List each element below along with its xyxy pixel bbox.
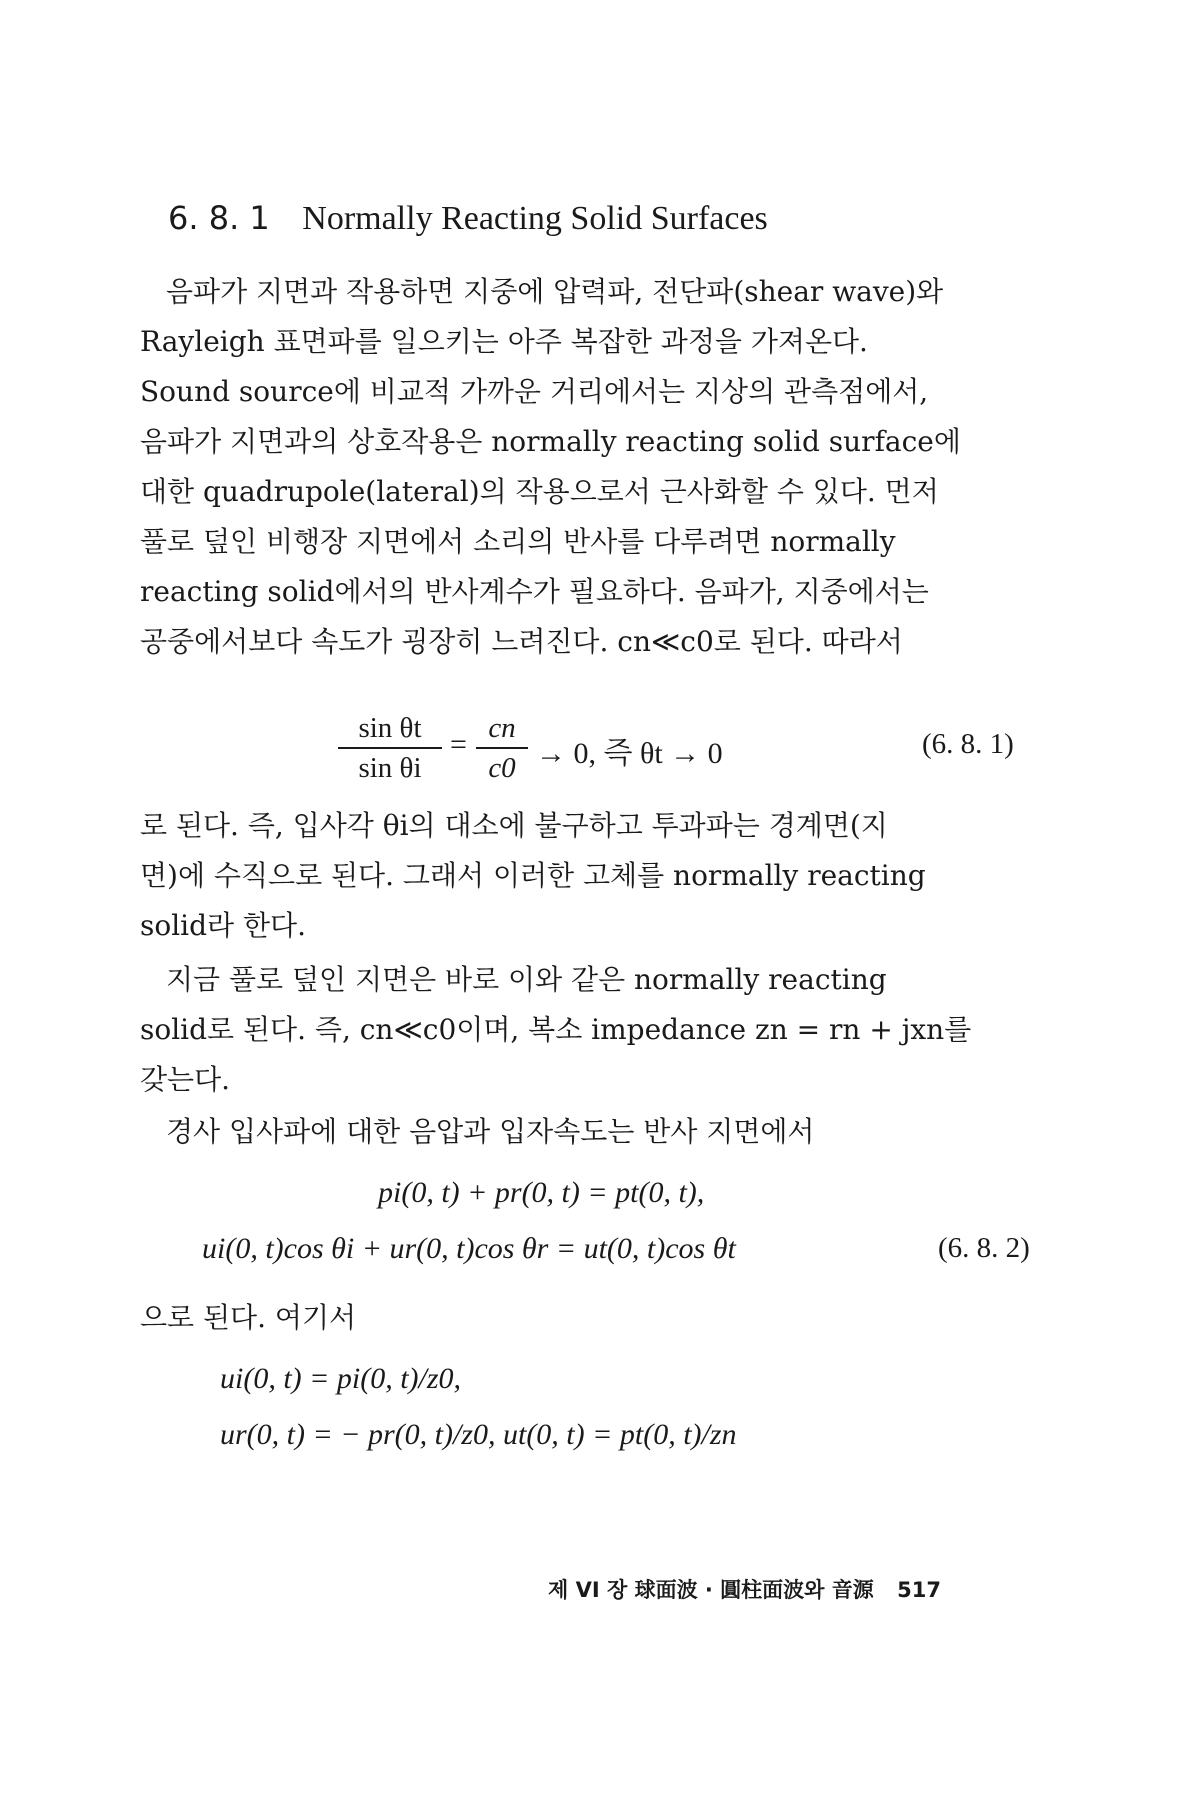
paragraph3-line-1: 지금 풀로 덮인 지면은 바로 이와 같은 normally reacting: [166, 963, 887, 996]
paragraph2-line-1: 로 된다. 즉, 입사각 θi의 대소에 불구하고 투과파는 경계면(지: [140, 809, 888, 842]
equation2-line-2: ui(0, t)cos θi + ur(0, t)cos θr = ut(0, t)cos θt: [202, 1232, 736, 1265]
page-number: 517: [897, 1578, 941, 1602]
paragraph1-line-6: 풀로 덮인 비행장 지면에서 소리의 반사를 다루려면 normally: [140, 525, 896, 558]
equation3-line-1: ui(0, t) = pi(0, t)/z0,: [220, 1362, 462, 1395]
equation3-line-2: ur(0, t) = − pr(0, t)/z0, ut(0, t) = pt(0, t)/zn: [220, 1418, 737, 1451]
equation1-lhs-fraction: [338, 710, 442, 786]
equation1-equals: =: [450, 728, 467, 761]
paragraph5-line-1: 으로 된다. 여기서: [140, 1301, 357, 1334]
equation2-line-1: pi(0, t) + pr(0, t) = pt(0, t),: [378, 1176, 705, 1209]
paragraph1-line-2: Rayleigh 표면파를 일으키는 아주 복잡한 과정을 가져온다.: [140, 325, 868, 358]
equation1-rhs-denominator: c0: [488, 752, 516, 784]
equation2-number: (6. 8. 2): [938, 1232, 1030, 1264]
section-heading: [168, 198, 768, 238]
footer-chapter-title: 제 VI 장 球面波 · 圓柱面波와 音源: [548, 1578, 874, 1602]
paragraph3-line-3: 갖는다.: [140, 1063, 231, 1096]
paragraph1-line-1: 음파가 지면과 작용하면 지중에 압력파, 전단파(shear wave)와: [166, 275, 944, 308]
paragraph3-line-2: solid로 된다. 즉, cn≪c0이며, 복소 impedance zn = rn + jxn를: [140, 1013, 972, 1046]
paragraph1-line-5: 대한 quadrupole(lateral)의 작용으로서 근사화할 수 있다. 먼저: [140, 475, 939, 508]
paragraph1-line-3: Sound source에 비교적 가까운 거리에서는 지상의 관측점에서,: [140, 375, 929, 408]
paragraph1-line-7: reacting solid에서의 반사계수가 필요하다. 음파가, 지중에서는: [140, 575, 929, 608]
fraction-bar: [476, 747, 528, 749]
equation1-lhs-numerator: sin θt: [358, 712, 422, 744]
paragraph1-line-4: 음파가 지면과의 상호작용은 normally reacting solid surface에: [140, 425, 961, 458]
paragraph1-line-8: 공중에서보다 속도가 굉장히 느려진다. cn≪c0로 된다. 따라서: [140, 625, 903, 658]
equation1-number: (6. 8. 1): [922, 728, 1014, 760]
paragraph4-line-1: 경사 입사파에 대한 음압과 입자속도는 반사 지면에서: [166, 1115, 815, 1148]
paragraph2-line-3: solid라 한다.: [140, 909, 307, 942]
fraction-bar: [338, 747, 442, 749]
section-number: 6. 8. 1: [168, 199, 270, 237]
page-footer: [548, 1574, 941, 1604]
equation1-tail: → 0, 즉 θt → 0: [536, 737, 723, 770]
equation1-lhs-denominator: sin θi: [358, 752, 422, 784]
section-title: Normally Reacting Solid Surfaces: [302, 200, 768, 237]
paragraph2-line-2: 면)에 수직으로 된다. 그래서 이러한 고체를 normally reacting: [140, 859, 926, 892]
equation1-rhs-fraction: [476, 710, 528, 786]
equation1-rhs-numerator: cn: [488, 712, 516, 744]
